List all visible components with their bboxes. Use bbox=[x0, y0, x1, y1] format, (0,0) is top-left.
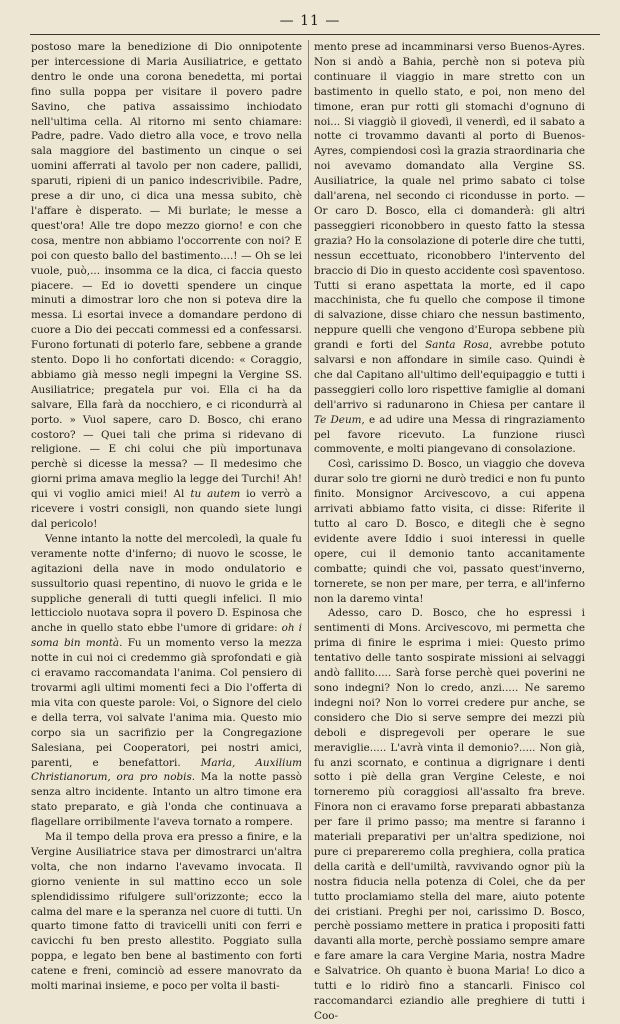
emphasis-text: Maria, Auxilium Christianorum, ora pro nobis. bbox=[31, 756, 302, 784]
paragraph-text: Venne intanto la notte del mercoledì, la quale fu veramente notte d'inferno; di nuovo le scosse, le agitazioni della nave in modo ondulatorio e sussultorio quasi repentino, di nuovo le grida e le suppliche generali di tutti quegli infelici. Il mio letticciolo nuotava sopra il povero D. Espinosa che anche in quello stato ebbe l'umore di gridare: bbox=[31, 532, 302, 635]
right-column bbox=[314, 40, 585, 1022]
header-rule bbox=[30, 34, 600, 35]
paragraph-right-3 bbox=[314, 606, 585, 1023]
paragraph-text: Adesso, caro D. Bosco, che ho espressi i sentimenti di Mons. Arcivescovo, mi permetta che prima di finire le esprima i miei: Questo primo tentativo delle tanto sospirate missioni ai selvaggi andò fallito..... Sarà forse perchè quei poverini ne sono indegni? Non lo credo, anzi..... Ne saremo indegni noi? Non lo vorrei credere pur anche, se considero che Dio si serve sempre dei mezzi più deboli e dispregevoli per operare le sue meraviglie..... L'avrà vinta il demonio?..... Non già, fu anzi scornato, e continua a digrignare i denti sotto i piè della gran Vergine Celeste, e noi torneremo più coraggiosi all'assalto fra breve. Finora non ci eravamo forse preparati abbastanza per fare il primo passo; ma mentre si faranno i materiali preparativi per un'altra spedizione, noi pure ci prepareremo colla preghiera, colla pratica della carità e dell'umiltà, ravvivando ognor più la nostra fiducia nella potenza di Colei, che da per tutto proclamiamo stella del mare, aiuto potente dei cristiani. Preghi per noi, carissimo D. Bosco, perchè possiamo mettere in pratica i propositi fatti davanti alla morte, perchè possiamo sempre amare e fare amare la cara Vergine Maria, nostra Madre e Salvatrice. Oh quanto è buona Maria! Lo dico a tutti e lo ridirò fino a stancarli. Finisco col raccomandarci eziandio alle preghiere di tutti i Coo- bbox=[314, 607, 585, 1022]
emphasis-text: Santa Rosa bbox=[425, 339, 489, 352]
paragraph-text: mento prese ad incamminarsi verso Buenos-Ayres. Non si andò a Bahia, perchè non si poteva più continuare il viaggio in mare stretto con un bastimento in quello stato, e poi, non meno del timone, eran pur rotti gli stomachi d'ognuno di noi... Si viaggiò il giovedì, il venerdì, ed il sabato a notte ci trovammo davanti al porto di Buenos-Ayres, compiendosi così la grazia straordinaria che noi avevamo domandato alla Vergine SS. Ausiliatrice, la quale nel primo sabato ci tolse dall'arena, nel secondo ci ricondusse in porto. — Or caro D. Bosco, ella ci domanderà: gli altri passeggieri riconobbero in questo fatto la stessa grazia? Ho la consolazione di poterle dire che tutti, nessun eccettuato, riconobbero l'intervento del braccio di Dio in questo accidente così spaventoso. Tutti si erano aspettata la morte, ed il capo macchinista, che fu quello che compose il timone di salvazione, disse chiaro che nessun bastimento, neppure quelli che vengono d'Europa sebbene più grandi e forti del bbox=[314, 41, 585, 352]
paragraph-right-2 bbox=[314, 457, 585, 606]
emphasis-text: Te Deum bbox=[314, 413, 362, 426]
paragraph-left-3 bbox=[31, 830, 302, 994]
emphasis-text: oh i soma bin montà. bbox=[31, 622, 303, 650]
paragraph-text: io verrò a ricevere i vostri consigli, non quando siete lungi dal pericolo! bbox=[31, 488, 302, 530]
paragraph-text: Così, carissimo D. Bosco, un viaggio che doveva durar solo tre giorni ne durò tredici e non fu punto finito. Monsignor Arcivescovo, a cui appena arrivati abbiamo fatto visita, ci disse: Riferite il tutto al caro D. Bosco, e ditegli che è segno evidente avere Iddio i suoi interessi in quelle opere, cui il demonio tanto accanitamente combatte; quindi che voi, passato quest'inverno, tornerete, se non per mare, per terra, e all'inferno non la daremo vinta! bbox=[314, 458, 585, 605]
paragraph-right-1 bbox=[314, 40, 585, 457]
left-column bbox=[31, 40, 303, 993]
paragraph-text: , e ad udire una Messa di ringraziamento pel favore ricevuto. La funzione riuscì commovente, e molti piangevano di consolazione. bbox=[314, 413, 585, 456]
paragraph-left-1 bbox=[31, 40, 302, 532]
page-number: — 11 — bbox=[279, 13, 341, 29]
paragraph-text: Fu un momento verso la mezza notte in cui noi ci credemmo già sprofondati e già ci eravamo raccomandata l'anima. Col pensiero di trovarmi agli ultimi momenti feci a Dio l'offerta di mia vita con queste parole: Voi, o Signore del cielo e della terra, voi salvate l'anima mia. Questo mio corpo sia un sacrifizio per la Congregazione Salesiana, pei Cooperatori, pei nostri amici, parenti, e benefattori. bbox=[31, 637, 302, 769]
paragraph-text: , avrebbe potuto salvarsi e non affondare in simile caso. Quindi è che dal Capitano all'ultimo dell'equipaggio e tutti i passeggieri collo loro rispettive famiglie al domani dell'arrivo si radunarono in Chiesa per cantare il bbox=[314, 339, 585, 411]
paragraph-text: Ma la notte passò senza altro incidente. Intanto un altro timone era stato preparato, e già l'onda che continuava a flagellare orribilmente l'aveva tornato a rompere. bbox=[31, 771, 303, 829]
column-divider bbox=[308, 40, 309, 900]
paragraph-text: Ma il tempo della prova era presso a finire, e la Vergine Ausiliatrice stava per dimostrarci un'altra volta, che non indarno l'avevamo invocata. Il giorno veniente in sul mattino ecco un sole splendidissimo rifulgere sull'orizzonte; ecco la calma del mare e la speranza nel cuore di tutti. Un quarto timone fatto di travicelli uniti con ferri e cavicchi fu ben presto allestito. Poggiato sulla poppa, e legato ben bene al bastimento con forti catene e freni, cominciò ad essere manovrato da molti marinai insieme, e poco per volta il basti- bbox=[31, 831, 302, 993]
emphasis-text: tu autem bbox=[190, 488, 241, 501]
paragraph-text: postoso mare la benedizione di Dio onnipotente per intercessione di Maria Ausiliatrice, e gettato dentro le onde una corona benedetta, mi portai fino sulla poppa per visitare il povero padre Savino, che pativa assaissimo inchiodato nell'ultima cella. Al ritorno mi sento chiamare: Padre, padre. Vado dietro alla voce, e trovo nella sala maggiore del bastimento un cinque o sei uomini afferrati al tavolo per non cadere, pallidi, sparuti, ripieni di un panico indescrivibile. Padre, prese a dir uno, ci dica una messa subito, chè l'affare è disperato. — Mi burlate; le messe a quest'ora! Alle tre dopo mezzo giorno! e con che cosa, mentre non abbiamo l'occorrente con noi? E poi con questo ballo del bastimento....! — Oh se lei vuole, può,... insomma ce la dica, ci faccia questo piacere. — Ed io dovetti spendere un cinque minuti a dimostrar loro che non si poteva dire la messa. Li esortai invece a domandare perdono di cuore a Dio dei peccati commessi ed a confessarsi. Furono fortunati di poterlo fare, sebbene a grande stento. Dopo li ho confortati dicendo: « Coraggio, abbiamo già messo negli impegni la Vergine SS. Ausiliatrice; pregatela pur voi. Ella ci ha da salvare, Ella farà da nocchiero, e ci ricondurrà al porto. » Vuol sapere, caro D. Bosco, chi erano costoro? — Quei tali che prima si ridevano di religione. — E chi colui che più importunava perchè si dicesse la messa? — Il medesimo che giorni prima amava meglio la legge dei Turchi! Ah! qui vi voglio amici miei! Al bbox=[31, 41, 302, 501]
paragraph-left-2 bbox=[31, 532, 302, 830]
